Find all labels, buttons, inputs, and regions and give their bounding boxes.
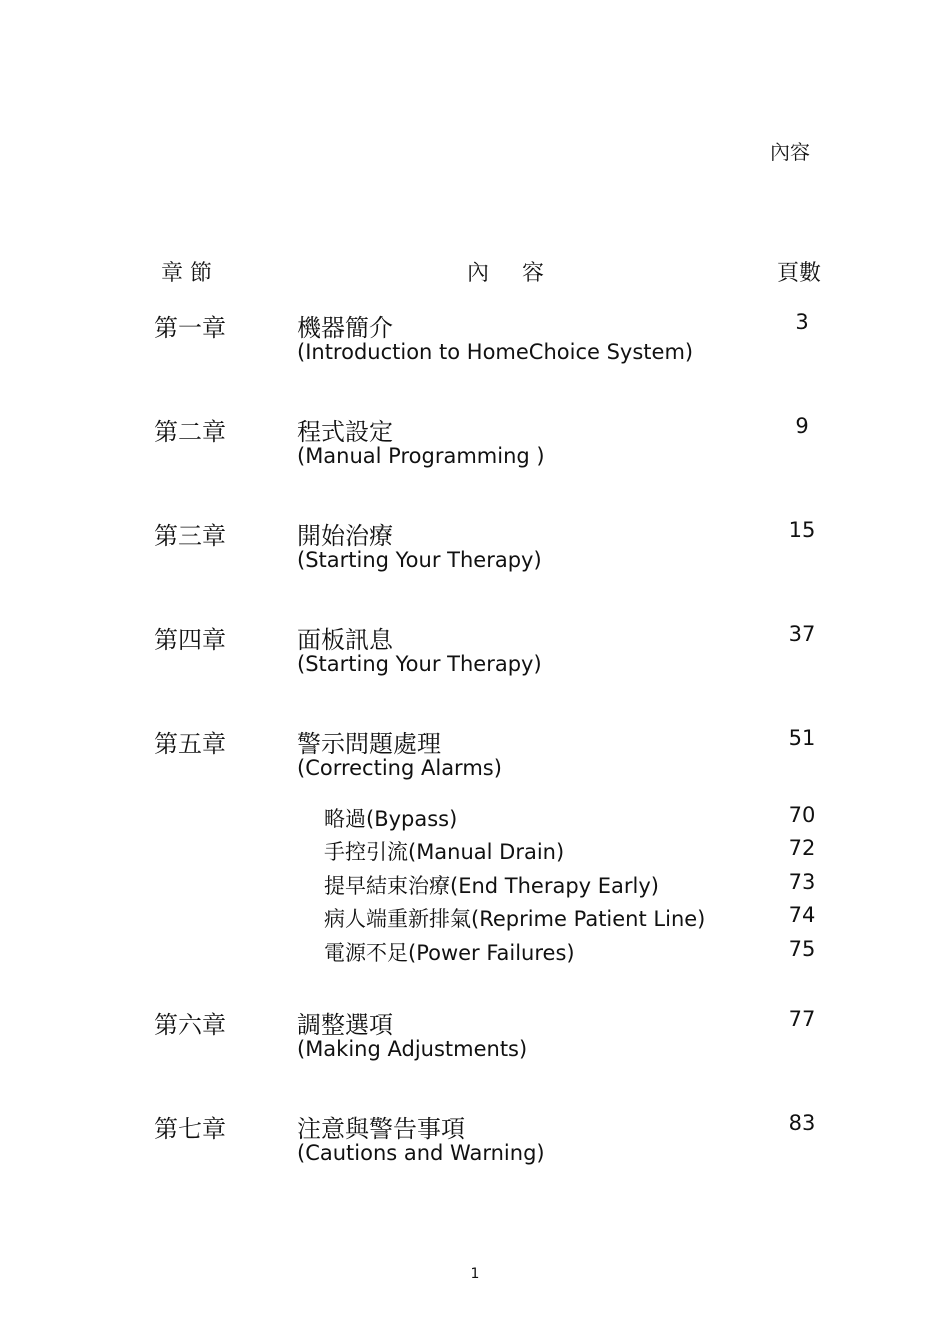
chapter-page: 9	[795, 414, 809, 438]
chapter-title: 注意與警告事項	[297, 1115, 465, 1143]
subsection-page: 70	[788, 803, 816, 827]
chapter-title: 調整選項	[297, 1011, 393, 1039]
subsection-title: 病人端重新排氣(Reprime Patient Line)	[324, 907, 706, 931]
subsection-title: 電源不足(Power Failures)	[324, 941, 575, 965]
chapter-label: 第六章	[154, 1011, 226, 1039]
chapter-title: 警示問題處理	[297, 730, 441, 758]
chapter-page: 51	[788, 726, 816, 750]
chapter-subtitle: (Correcting Alarms)	[297, 756, 502, 780]
chapter-title: 程式設定	[297, 418, 393, 446]
subsection-page: 75	[788, 937, 816, 961]
chapter-page: 83	[788, 1111, 816, 1135]
chapter-subtitle: (Making Adjustments)	[297, 1037, 528, 1061]
subsection-page: 73	[788, 870, 816, 894]
chapter-subtitle: (Starting Your Therapy)	[297, 548, 542, 572]
subsection-page: 72	[788, 836, 816, 860]
chapter-subtitle: (Cautions and Warning)	[297, 1141, 545, 1165]
chapter-title: 機器簡介	[297, 314, 393, 342]
chapter-title: 面板訊息	[297, 626, 393, 654]
header-tag: 內容	[770, 140, 810, 164]
chapter-page: 37	[788, 622, 816, 646]
subsection-title: 略過(Bypass)	[324, 807, 458, 831]
column-header-chapter: 章 節	[161, 261, 212, 286]
subsection-title: 提早結束治療(End Therapy Early)	[324, 874, 659, 898]
chapter-title: 開始治療	[297, 522, 393, 550]
chapter-label: 第七章	[154, 1115, 226, 1143]
chapter-subtitle: (Introduction to HomeChoice System)	[297, 340, 694, 364]
page-number: 1	[470, 1266, 480, 1282]
chapter-page: 3	[795, 310, 809, 334]
subsection-title: 手控引流(Manual Drain)	[324, 840, 565, 864]
chapter-label: 第五章	[154, 730, 226, 758]
chapter-label: 第三章	[154, 522, 226, 550]
subsection-page: 74	[788, 903, 816, 927]
chapter-label: 第一章	[154, 314, 226, 342]
chapter-page: 77	[788, 1007, 816, 1031]
chapter-label: 第四章	[154, 626, 226, 654]
column-header-page: 頁數	[777, 261, 822, 286]
chapter-page: 15	[788, 518, 816, 542]
chapter-label: 第二章	[154, 418, 226, 446]
column-header-content: 內 容	[467, 261, 544, 286]
chapter-subtitle: (Manual Programming )	[297, 444, 545, 468]
chapter-subtitle: (Starting Your Therapy)	[297, 652, 542, 676]
